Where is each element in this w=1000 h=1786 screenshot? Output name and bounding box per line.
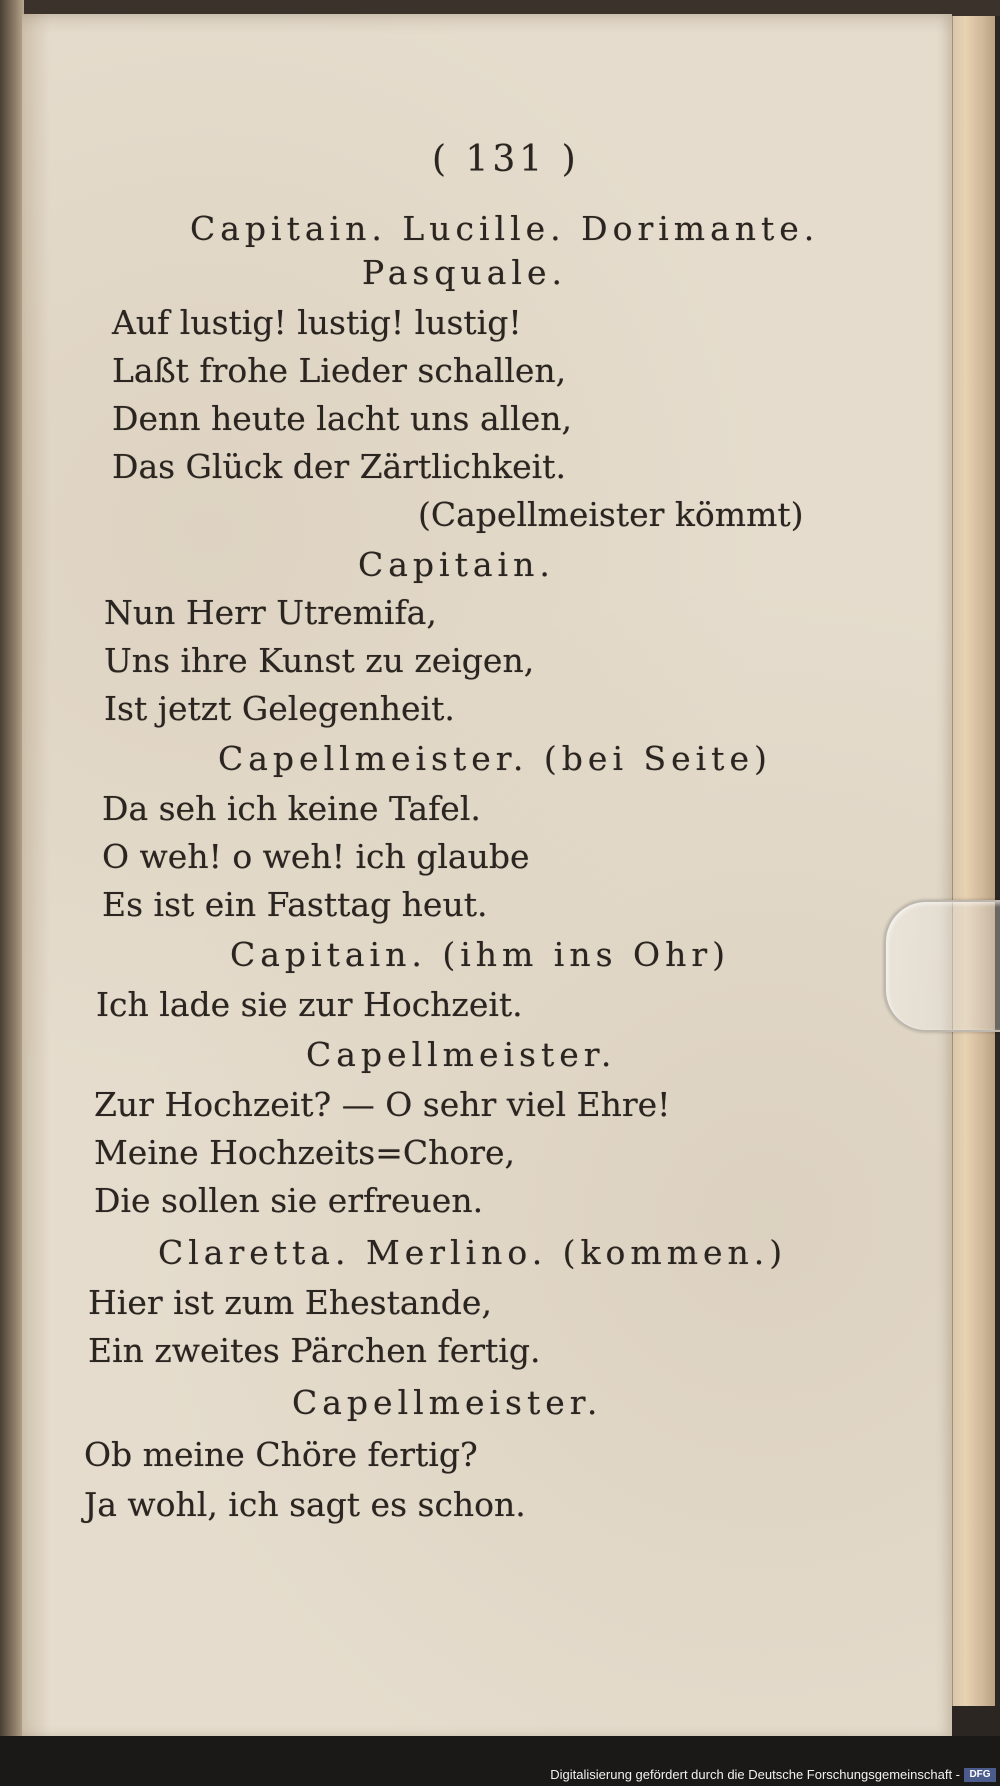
verse-line: Uns ihre Kunst zu zeigen, [104,641,535,680]
verse-line: Laßt frohe Lieder schallen, [112,351,567,390]
speaker-line: Capitain. (ihm ins Ohr) [230,935,730,974]
page-number: ( 131 ) [432,139,580,180]
verse-line: Meine Hochzeits=Chore, [94,1133,516,1172]
speaker-line: Capellmeister. [292,1383,603,1422]
speaker-line: Capitain. Lucille. Dorimante. [190,209,820,248]
speaker-line: Pasquale. [362,253,567,292]
dfg-logo: DFG [964,1768,996,1782]
verse-line: Zur Hochzeit? — O sehr viel Ehre! [94,1085,671,1124]
verse-line: Auf lustig! lustig! lustig! [112,303,522,342]
speaker-line: Capellmeister. (bei Seite) [218,739,772,778]
verse-line: Denn heute lacht uns allen, [112,399,573,438]
verse-line: Das Glück der Zärtlichkeit. [112,447,566,486]
page-fore-edge [952,16,995,1706]
book-spine-edge [0,0,24,1786]
verse-line: Hier ist zum Ehestande, [88,1283,492,1322]
stage-direction: (Capellmeister kömmt) [418,495,804,534]
speaker-line: Capellmeister. [306,1035,617,1074]
verse-line: Nun Herr Utremifa, [104,593,437,632]
verse-line: Da seh ich keine Tafel. [102,789,481,828]
verse-line: Ein zweites Pärchen fertig. [88,1331,541,1370]
verse-line: O weh! o weh! ich glaube [102,837,530,876]
book-page [22,14,952,1736]
verse-line: Ob meine Chöre fertig? [84,1435,478,1474]
footer-bar [0,1736,1000,1786]
speaker-line: Capitain. [358,545,555,584]
bookmark-clip [884,900,1000,1032]
verse-line: Ist jetzt Gelegenheit. [104,689,455,728]
verse-line: Ich lade sie zur Hochzeit. [96,985,523,1024]
verse-line: Ja wohl, ich sagt es schon. [84,1485,526,1524]
funding-credit: Digitalisierung gefördert durch die Deutsche Forschungsgemeinschaft - [550,1767,960,1782]
verse-line: Die sollen sie erfreuen. [94,1181,484,1220]
verse-line: Es ist ein Fasttag heut. [102,885,488,924]
speaker-line: Claretta. Merlino. (kommen.) [158,1233,788,1272]
